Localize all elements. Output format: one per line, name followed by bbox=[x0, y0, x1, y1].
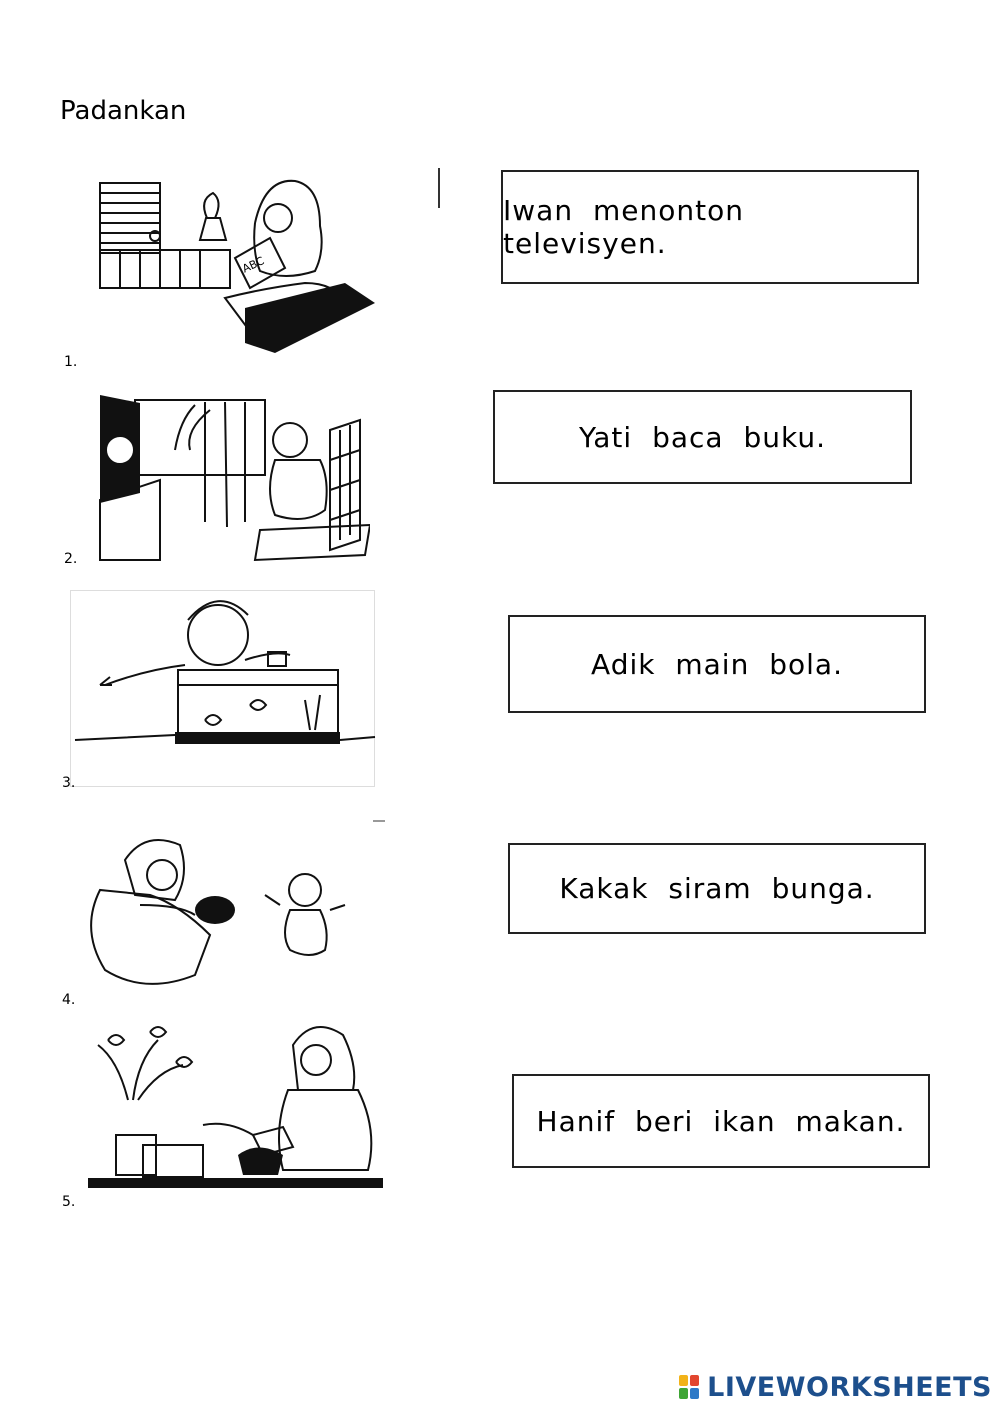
item-number: 4. bbox=[62, 992, 76, 1008]
divider-line bbox=[438, 168, 440, 208]
stray-mark bbox=[373, 820, 385, 822]
liveworksheets-logo bbox=[679, 1372, 992, 1403]
answer-box-1[interactable]: Iwan menonton televisyen. bbox=[501, 170, 919, 284]
item-number: 3. bbox=[62, 775, 76, 791]
girl-watering-flowers-icon bbox=[88, 1020, 383, 1192]
answer-box-2[interactable]: Yati baca buku. bbox=[493, 390, 912, 484]
girls-playing-ball-icon bbox=[80, 835, 360, 1000]
item-number: 2. bbox=[64, 551, 78, 567]
item-number: 1. bbox=[64, 354, 78, 370]
boy-feeding-fish-icon bbox=[70, 590, 378, 788]
brand-name: LIVEWORKSHEETS bbox=[707, 1372, 992, 1403]
book-label: ABC bbox=[240, 254, 267, 276]
answer-box-5[interactable]: Hanif beri ikan makan. bbox=[512, 1074, 930, 1168]
girl-reading-book-icon bbox=[95, 178, 385, 363]
liveworksheets-logo-icon bbox=[679, 1375, 701, 1401]
item-number: 5. bbox=[62, 1194, 76, 1210]
page-title: Padankan bbox=[60, 96, 187, 126]
answer-box-3[interactable]: Adik main bola. bbox=[508, 615, 926, 713]
boy-watching-tv-icon bbox=[95, 390, 370, 568]
answer-box-4[interactable]: Kakak siram bunga. bbox=[508, 843, 926, 934]
